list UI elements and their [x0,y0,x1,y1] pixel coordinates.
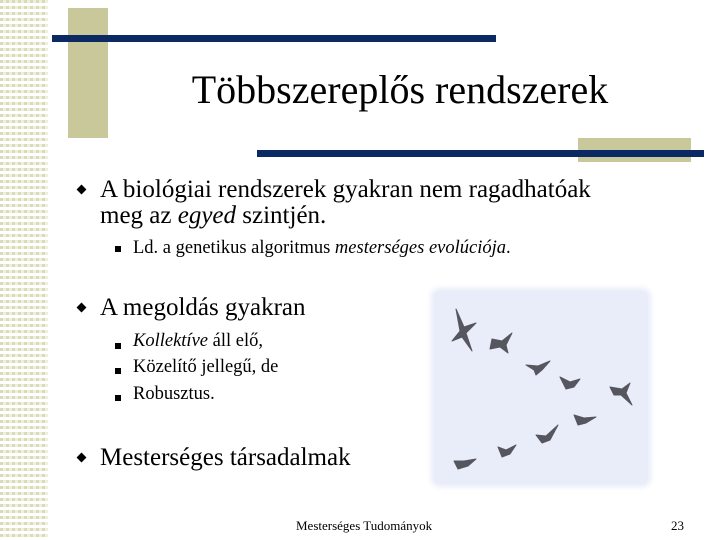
sub-bullet-square-icon [115,395,121,401]
sub-bullet-2-1-emphasis: Kollektíve [133,331,208,351]
bullet-diamond-icon [77,303,87,313]
bird-3 [526,361,550,375]
bird-8 [498,445,516,457]
birds-photo [434,291,648,484]
sub-bullet-1-1-text: Ld. a genetikus algoritmus [133,238,335,258]
sub-bullet-2-1 [133,330,263,353]
bullet-1-line-2-start: meg az [100,202,178,229]
sub-bullet-2-2: Közelítő jellegű, de [133,357,279,377]
sub-bullet-square-icon [115,343,121,349]
sub-bullet-1-1 [133,237,511,260]
footer-title: Mesterséges Tudományok [296,518,433,533]
bird-2 [490,333,512,353]
bird-4 [560,377,580,389]
bullet-1-line-2-end: szintjén. [236,202,327,229]
sub-bullet-square-icon [115,246,121,252]
page-number: 23 [671,518,684,533]
sub-bullet-1-1-emphasis: mesterséges evolúciója [334,238,506,258]
bullet-1-emphasis: egyed [177,202,237,229]
sub-bullet-2-3: Robusztus. [133,384,215,404]
navy-accent-bar-bottom [257,150,704,157]
sub-bullet-1-1-end: . [506,238,511,258]
bird-1 [452,309,476,351]
sub-bullet-square-icon [115,368,121,374]
bird-6 [574,415,596,425]
bullet-1-text [100,177,591,229]
bullet-3-text: Mesterséges társadalmak [100,444,351,471]
bullet-1-line-1: A biológiai rendszerek gyakran nem ragadhatóak [100,176,591,203]
sub-bullet-2-1-text: áll elő, [208,331,263,351]
birds-illustration [434,291,648,484]
decorative-stripes-overlay [0,0,48,540]
navy-accent-bar-top [52,35,496,42]
bullet-2-text: A megoldás gyakran [100,294,306,321]
bird-7 [536,425,558,443]
bird-9 [454,459,476,469]
slide-title: Többszereplős rendszerek [191,67,609,112]
bullet-diamond-icon [77,185,87,195]
bullet-diamond-icon [77,453,87,463]
bird-5 [610,383,632,405]
